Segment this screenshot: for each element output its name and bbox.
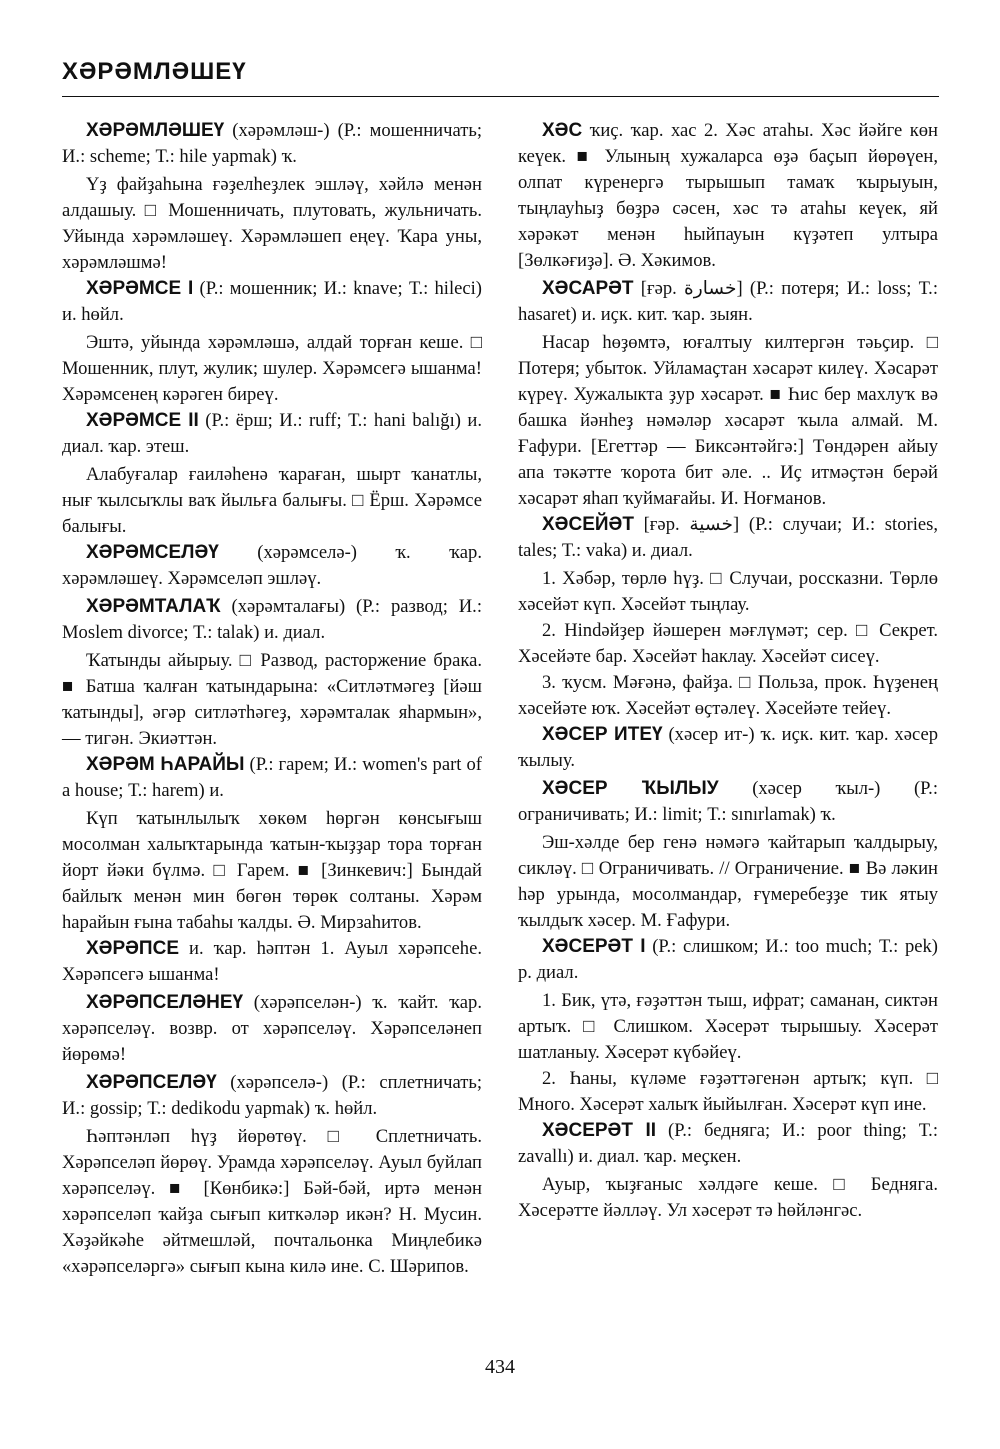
header-rule [62,96,939,97]
entry-text: (Р.: слишком; И.: too much; Т.: pek) р. диал. [518,936,938,983]
definition-paragraph: Күп ҡатынлылыҡ хөкөм һөргән көнсығыш мосолман халыҡтарында ҡатын-ҡыҙҙар тора торған йорт йәки бүлмә. □ Гарем. ■ [Зинкевич:] Бындай байлыҡ менән мин бөгөн төрөк солтаны. Хәрәм һарайын ғына табаһы ҡалды. Ә. Мирзаһитов. [62,808,482,933]
entry-text: [ғәр. خسارة] (Р.: потеря; И.: loss; Т.: hasaret) и. иҫк. кит. ҡар. зыян. [518,278,938,325]
entry-headword: ХӘРӘПСЕЛӘНЕҮ [86,992,244,1013]
entry-text: (хәрәмләш-) (Р.: мошенничать; И.: scheme; Т.: hile yapmak) ҡ. [62,120,482,167]
entry-headword: ХӘСАРӘТ [542,278,634,299]
entry-headword: ХӘРӘМТАЛАҠ [86,596,221,617]
dictionary-entry [62,936,482,988]
dictionary-entry [518,276,938,328]
definition-paragraph: Ҡатынды айырыу. □ Развод, расторжение брака. ■ Батша ҡалған ҡатындарына: «Ситләтмәгеҙ [йәш ҡатынды], әгәр ситләтһәгеҙ, хәрәмталак яһармын», — тигән. Экиәттән. [62,650,482,749]
entry-text: [ғәр. خسية] (Р.: случаи; И.: stories, tales; Т.: vaka) и. диал. [518,514,938,561]
definition-paragraph: 3. ҡусм. Мәғәнә, файҙа. □ Польза, прок. Һүҙенең хәсейәте юҡ. Хәсейәт өҫтәлеү. Хәсейәте тейеү. [518,672,938,719]
entry-headword: ХӘРӘМСЕЛӘҮ [86,542,219,563]
entry-text: и. ҡар. һәптән 1. Ауыл хәрәпсеһе. Хәрәпсегә ышанма! [62,938,482,985]
entry-text: (Р.: мошенник; И.: knave; Т.: hileci) и. һөйл. [62,278,482,325]
left-column [62,118,482,1280]
definition-paragraph: Ауыр, ҡыҙғаныс хәлдәге кеше. □ Бедняга. Хәсерәтте йәлләү. Ул хәсерәт тә һөйләнгәс. [518,1174,938,1221]
dictionary-entry [62,990,482,1068]
definition-paragraph: Үҙ файҙаһына ғәҙелһеҙлек эшләү, хәйлә менән алдашыу. □ Мошенничать, плутовать, жульничать. Уйында хәрәмләшеү. Хәрәмләшеп еңеү. Ҡара уны, хәрәмләшмә! [62,174,482,273]
definition-paragraph: 1. Хәбәр, төрлө һүҙ. □ Случаи, россказни. Төрлө хәсейәт күп. Хәсейәт тыңлау. [518,568,938,615]
entry-headword: ХӘСЕРӘТ I [542,936,646,957]
dictionary-entry [518,512,938,564]
entry-text: ҡиҫ. ҡар. хас 2. Хәс атаһы. Хәс йәйге көн кеүек. ■ Улының хужаларса өҙә баҫып йөрөүен, олпат күренергә тырышып тамаҡ ҡырыуын, тыңлауһыҙ бөҙрә сәсен, хәс тә атаһы кеүек, яй хәрәкәт менән һыйпауын күҙәтеп ултыра [Зөлкәғиҙә]. Ә. Хәкимов. [518,120,938,271]
entry-text: (хәрәмселә-) ҡ. ҡар. хәрәмләшеү. Хәрәмселәп эшләү. [62,542,482,589]
definition-paragraph: Эштә, уйында хәрәмләшә, алдай торған кеше. □ Мошенник, плут, жулик; шулер. Хәрәмсегә ышанма! Хәрәмсенең кәрәген биреү. [62,332,482,405]
entry-text: (Р.: ёрш; И.: ruff; Т.: hani balığı) и. диал. ҡар. этеш. [62,410,482,457]
entry-headword: ХӘРӘМСЕ II [86,410,199,431]
dictionary-entry [518,776,938,828]
right-column [518,118,938,1224]
definition-paragraph: 1. Бик, үтә, ғәҙәттән тыш, ифрат; саманан, сиктән артыҡ. □ Слишком. Хәсерәт тырышыу. Хәсерәт шатланыу. Хәсерәт күбәйеү. [518,990,938,1063]
dictionary-entry [518,934,938,986]
dictionary-entry [62,594,482,646]
entry-headword: ХӘРӘПСЕ [86,938,179,959]
entry-headword: ХӘРӘМСЕ I [86,278,194,299]
running-head: ХӘРӘМЛӘШЕҮ [62,58,247,85]
definition-paragraph: 2. Һаны, күләме ғәҙәттәгенән артыҡ; күп. □ Много. Хәсерәт халыҡ йыйылған. Хәсерәт күп ине. [518,1068,938,1115]
entry-text: (хәрәпселә-) (Р.: сплетничать; И.: gossip; Т.: dedikodu yapmak) ҡ. һөйл. [62,1072,482,1119]
dictionary-entry [62,118,482,170]
dictionary-entry [62,408,482,460]
definition-paragraph: Алабуғалар ғаиләһенә ҡараған, шырт ҡанатлы, нығ ҡылсыҡлы ваҡ йыльға балығы. □ Ёрш. Хәрәмсе балығы. [62,464,482,537]
entry-headword: ХӘСЕР ИТЕҮ [542,724,663,745]
definition-paragraph: 2. Нindәйҙер йәшерен мәғлүмәт; сер. □ Секрет. Хәсейәте бар. Хәсейәт һаклау. Хәсейәт сисеү. [518,620,938,667]
dictionary-entry [518,1118,938,1170]
page-number: 434 [485,1356,515,1378]
entry-headword: ХӘРӘМ ҺАРАЙЫ [86,754,245,775]
dictionary-entry [518,722,938,774]
entry-text: (хәрәмталағы) (Р.: развод; И.: Moslem divorce; Т.: talak) и. диал. [62,596,482,643]
entry-headword: ХӘС [542,120,583,141]
definition-paragraph: Насар һөҙөмтә, юғалтыу килтергән тәьҫир. □ Потеря; убыток. Уйламаҫтан хәсарәт килеү. Хәсарәт күреү. Хужалыкта ҙур хәсарәт. ■ Һис бер махлуҡ вә башка йәнһеҙ нәмәләр хәсарәт ҡыла алмай. М. Ғафури. [Егеттәр — Биксәнтәйгә:] Төндәрен айыу апа тәкәтте ҡорота бит әле. .. Иҫ итмәҫтән берәй хәсарәт яһап ҡуймағайы. И. Ноғманов. [518,332,938,509]
entry-headword: ХӘСЕР ҠЫЛЫУ [542,778,719,799]
dictionary-entry [62,752,482,804]
entry-text: (хәсер ит-) ҡ. иҫк. кит. ҡар. хәсер ҡылыу. [518,724,938,771]
definition-paragraph: Эш-хәлде бер генә нәмәгә ҡайтарып ҡалдырыу, сикләү. □ Ограничивать. // Ограничение. ■ Вә ләкин һәр урында, мосолмандар, ғүмеребеҙҙе тик ятыу ҡылдыҡ хәсер. М. Ғафури. [518,832,938,931]
entry-text: (Р.: гарем; И.: women's part of a house; Т.: harem) и. [62,754,482,801]
entry-text: (хәрәпселән-) ҡ. ҡайт. ҡар. хәрәпселәү. возвр. от хәрәпселәү. Хәрәпселәнеп йөрөмә! [62,992,482,1065]
entry-headword: ХӘРӘПСЕЛӘҮ [86,1072,217,1093]
definition-paragraph: Һәптәнләп һүҙ йөрөтөү. □ Сплетничать. Хәрәпселәп йөрөү. Урамда хәрәпселәү. Ауыл буйлап хәрәпселәү. ■ [Көнбикә:] Бәй-бәй, иртә менән хәрәпселәп ҡайҙа сығып киткәләр икән? Н. Мусин. Хәҙәйкәһе әйтмешләй, почтальонка Миңлебикә «хәрәпселәргә» сығып кына килә ине. С. Шәрипов. [62,1126,482,1277]
entry-text: (хәсер ҡыл-) (Р.: ограничивать; И.: limit; Т.: sınırlamak) ҡ. [518,778,938,825]
dictionary-entry [62,540,482,592]
entry-headword: ХӘСЕЙӘТ [542,514,634,535]
dictionary-entry [62,1070,482,1122]
entry-headword: ХӘРӘМЛӘШЕҮ [86,120,225,141]
dictionary-entry [518,118,938,274]
entry-headword: ХӘСЕРӘТ II [542,1120,657,1141]
dictionary-entry [62,276,482,328]
entry-text: (Р.: бедняга; И.: poor thing; Т.: zavallı) и. диал. ҡар. меҫкен. [518,1120,938,1167]
